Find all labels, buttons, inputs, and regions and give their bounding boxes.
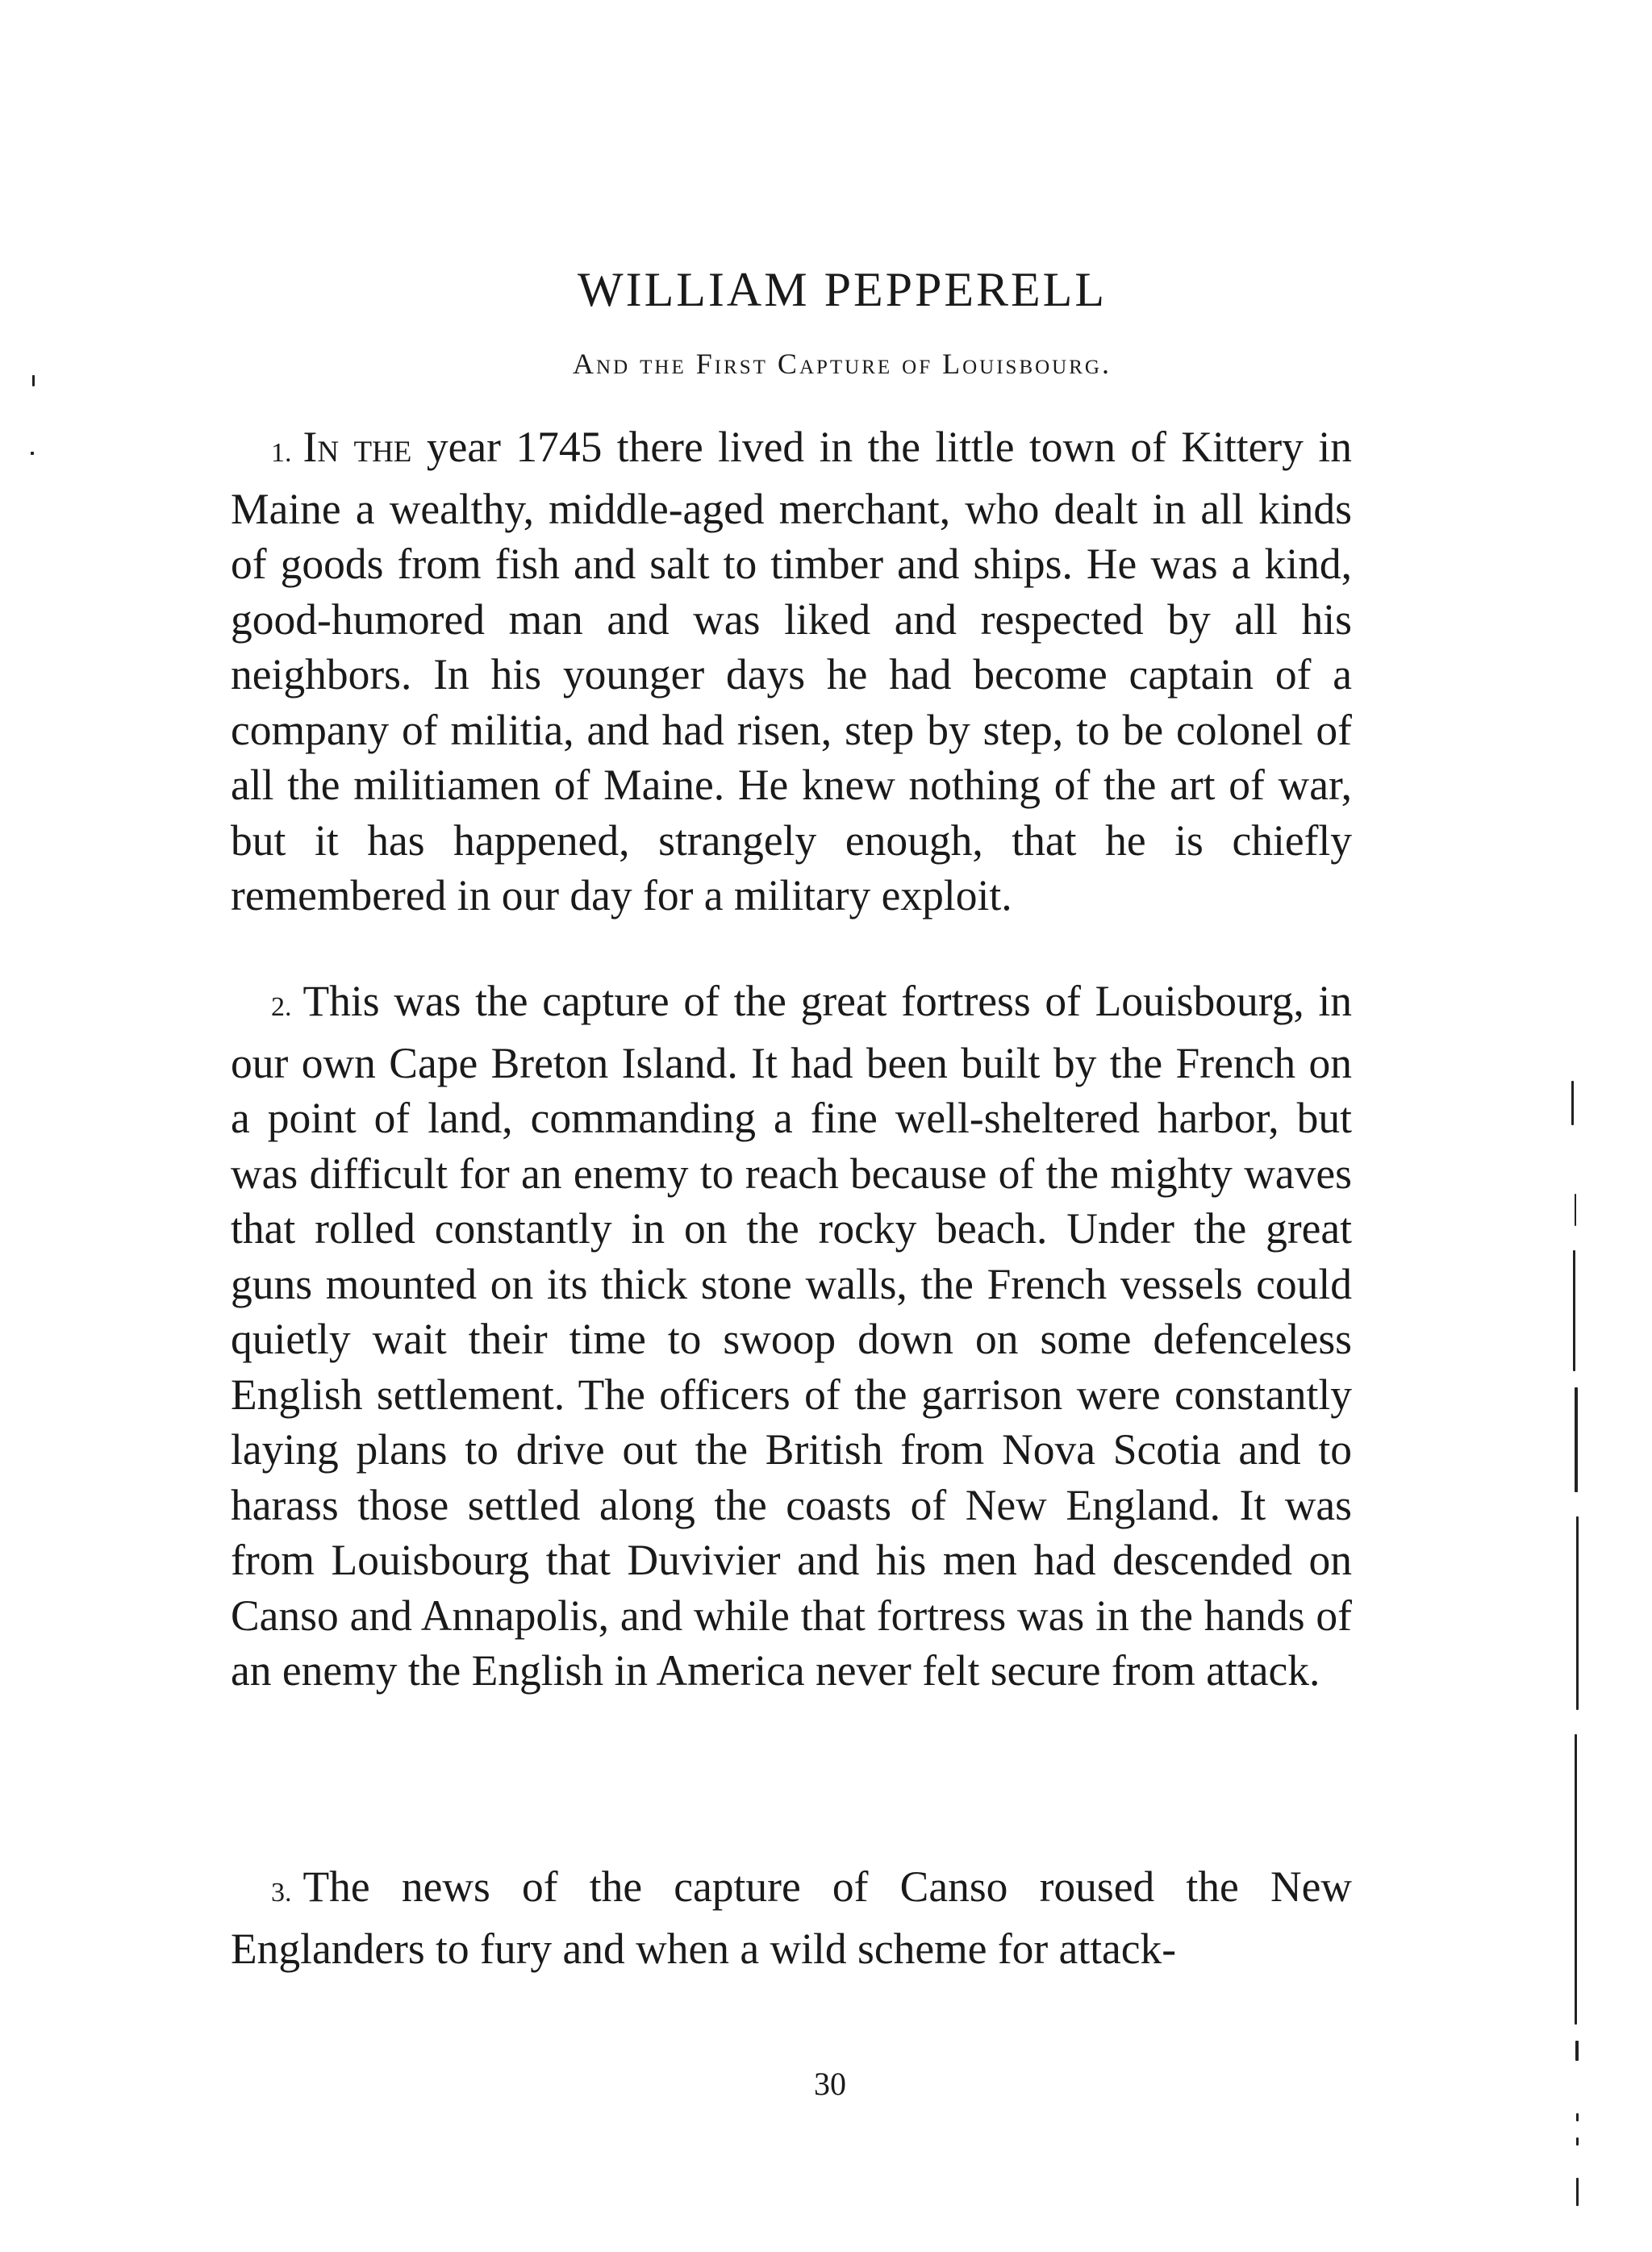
scan-mark-right [1576, 1516, 1579, 1710]
paragraph-3 [231, 1859, 1352, 1976]
paragraph-lead-words: In the [302, 423, 412, 471]
paragraph-text: This was the capture of the great fortress of Louisbourg, in our own Cape Breton Island. It had been built by the French on a point of land, commanding a fine well-sheltered harbor, but was difficult for an enemy to reach because of the mighty waves that rolled constantly in on the rocky beach. Under the great guns mounted on its thick stone walls, the French vessels could quietly wait their time to swoop down on some defenceless English settlement. The officers of the garrison were constantly laying plans to drive out the British from Nova Scotia and to harass those settled along the coasts of New England. It was from Louisbourg that Duvivier and his men had descended on Canso and Annapolis, and while that fortress was in the hands of an enemy the English in America never felt secure from attack. [231, 977, 1352, 1695]
scan-mark-right [1575, 1734, 1577, 2025]
scan-mark-left [31, 452, 34, 455]
chapter-title: WILLIAM PEPPERELL [578, 263, 1107, 316]
scan-mark-right [1575, 2041, 1579, 2061]
paragraph-text: The news of the capture of Canso roused the New Englanders to fury and when a wild scheme for attack- [231, 1862, 1352, 1973]
scan-mark-left [32, 375, 35, 386]
scan-mark-right [1576, 2178, 1579, 2206]
scan-mark-right [1576, 2137, 1579, 2146]
paragraph-number: 1. [271, 438, 292, 468]
scan-mark-right [1571, 1081, 1574, 1125]
scan-mark-right [1575, 1194, 1576, 1226]
page-number: 30 [814, 2066, 846, 2102]
paragraph-2 [231, 974, 1352, 1699]
scan-mark-right [1573, 1250, 1575, 1371]
paragraph-number: 3. [271, 1878, 292, 1908]
paragraph-number: 2. [271, 992, 292, 1022]
paragraph-text: year 1745 there lived in the little town of Kittery in Maine a wealthy, middle-aged merchant, who dealt in all kinds of goods from fish and salt to timber and ships. He was a kind, good-humored man and was liked and respected by all his neighbors. In his younger days he had become captain of a company of militia, and had risen, step by step, to be colonel of all the militiamen of Maine. He knew nothing of the art of war, but it has happened, strangely enough, that he is chiefly remembered in our day for a military exploit. [231, 423, 1352, 920]
scan-mark-right [1575, 1387, 1578, 1492]
chapter-subtitle: And the First Capture of Louisbourg. [573, 348, 1112, 380]
scan-mark-right [1576, 2113, 1579, 2121]
paragraph-1 [231, 419, 1352, 924]
